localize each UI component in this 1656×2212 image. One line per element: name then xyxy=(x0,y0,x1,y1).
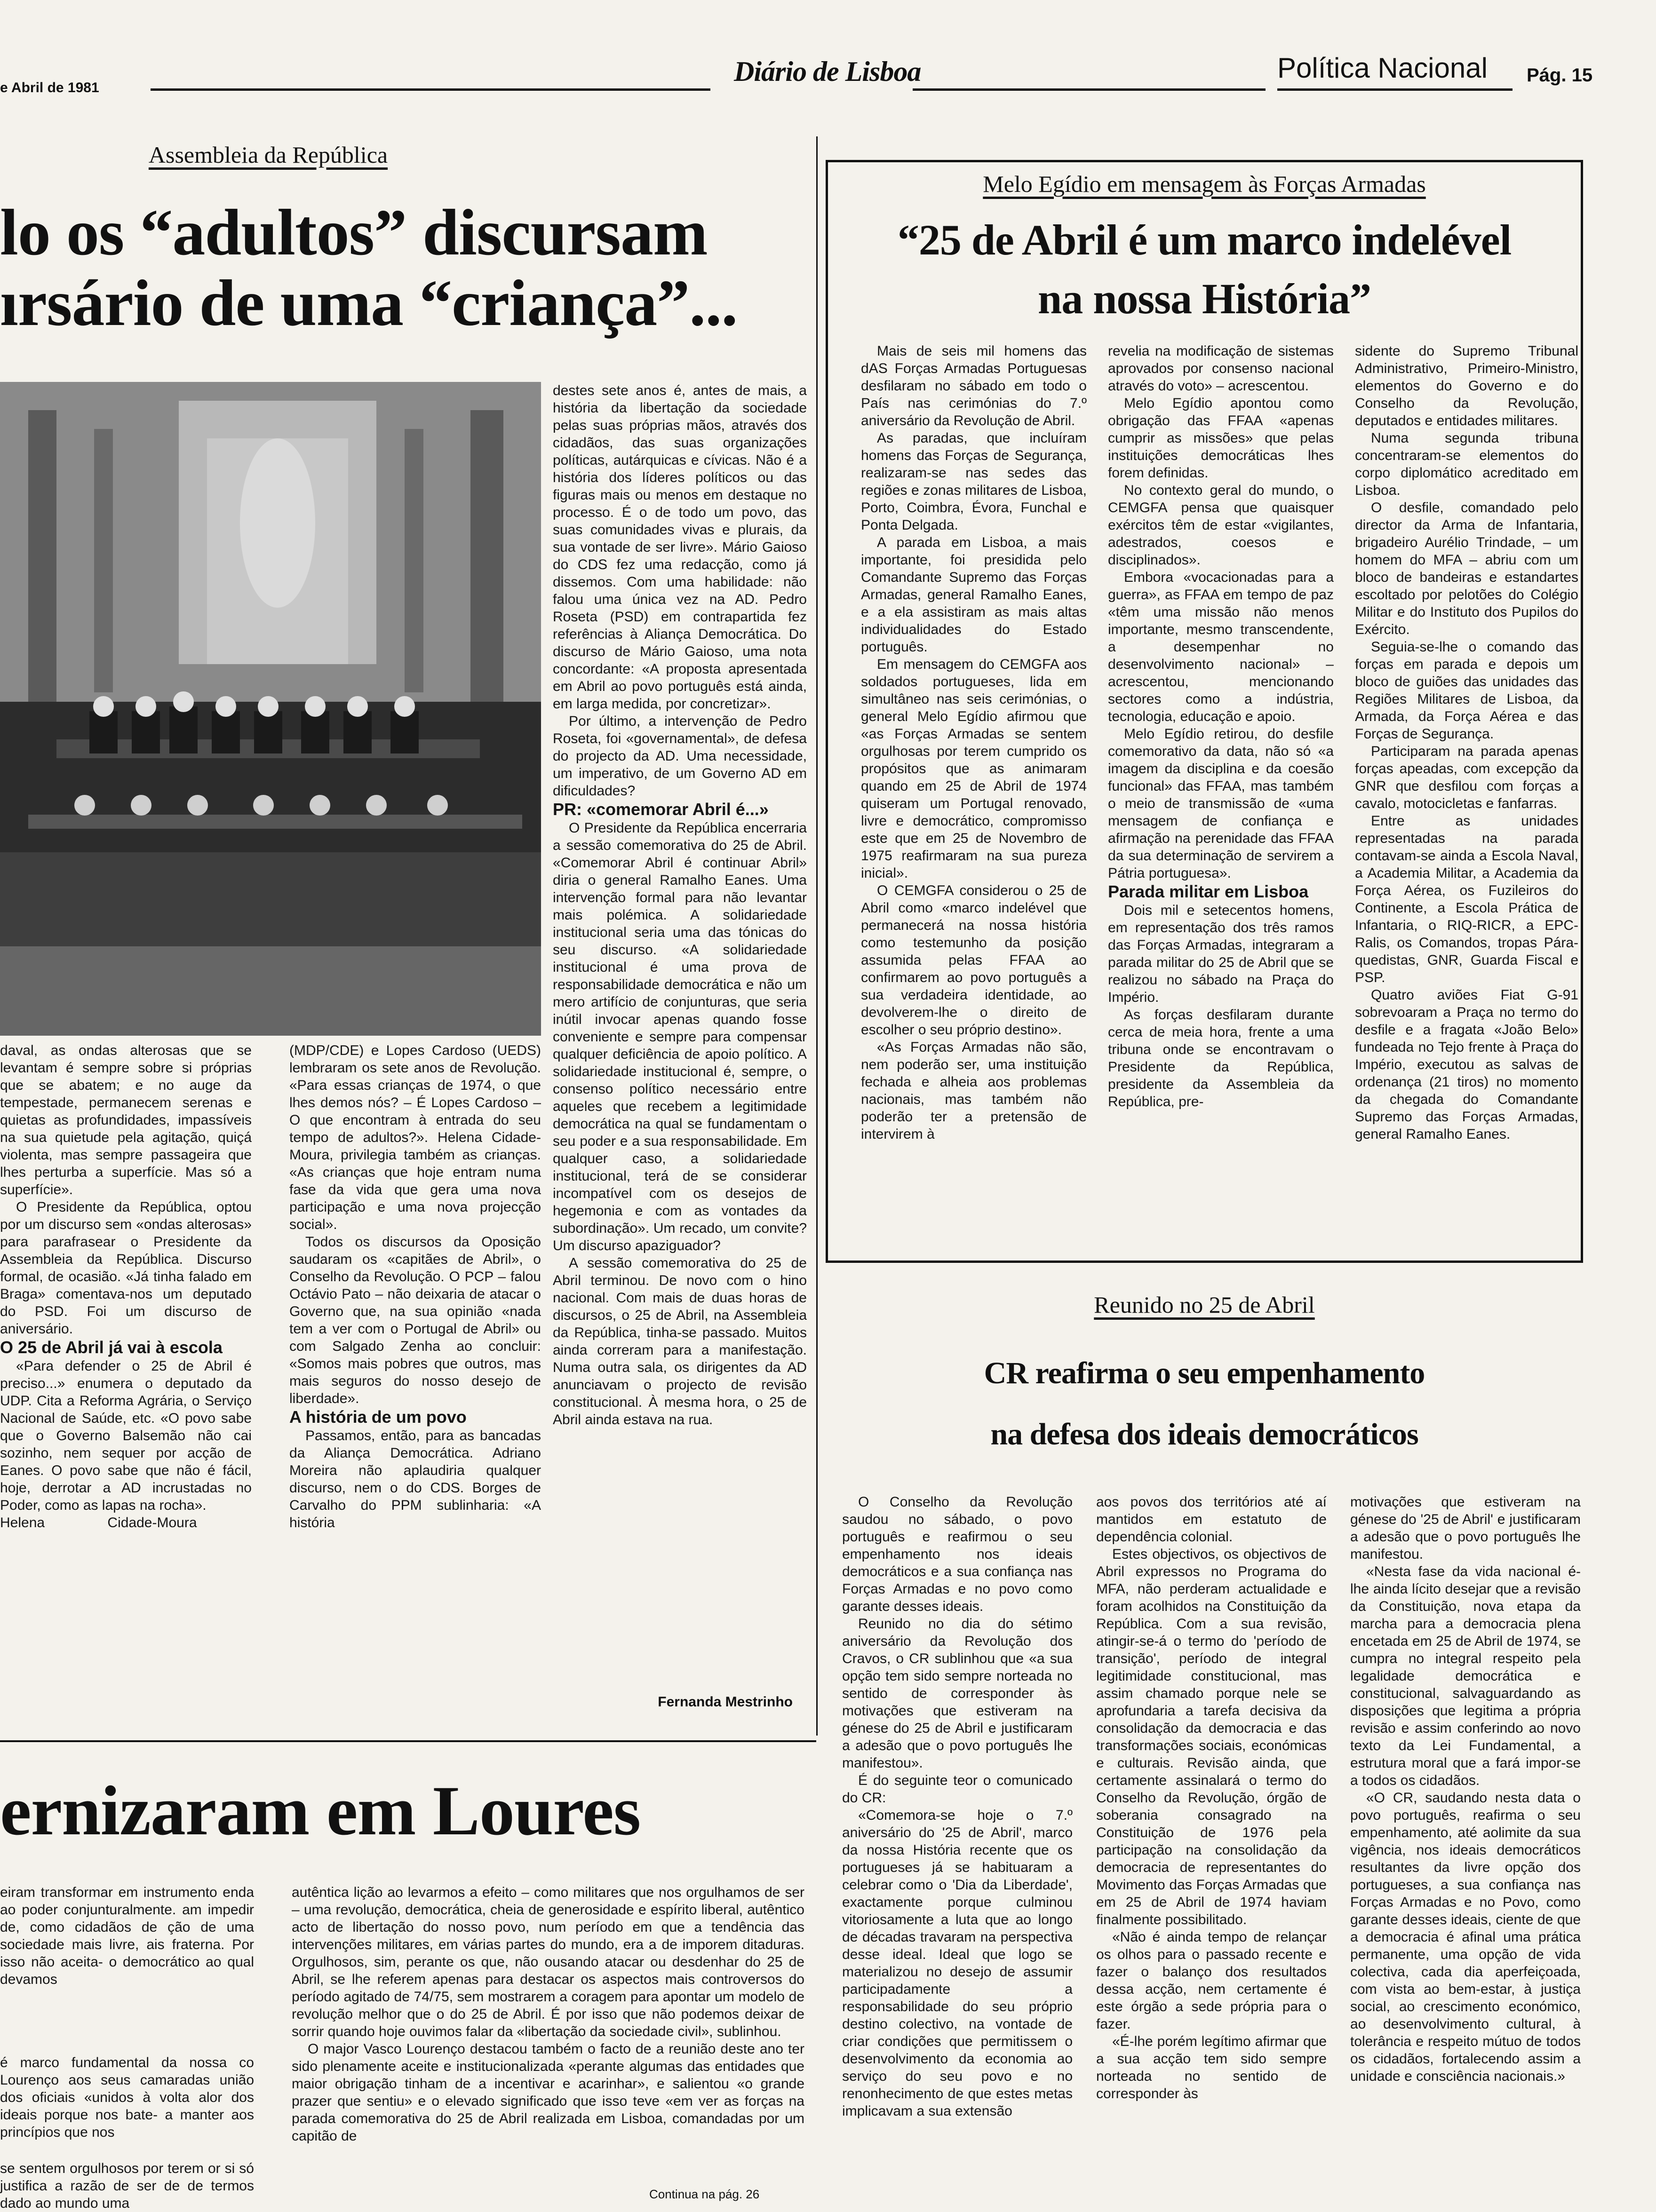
paragraph: «Nesta fase da vida nacional é-lhe ainda lícito desejar que a revisão da Constituição, nova etapa da marcha para a democracia plena encetada em 25 de Abril de 1974, se cumpra no integral respeito pela legalidade democrática e constitucional, salvaguardando as disposições que legitima a própria revisão e assim conferindo ao novo texto da Lei Fundamental, a estrutura moral que a fará impor-se a todos os cidadãos. xyxy=(1350,1564,1581,1788)
paragraph: Participaram na parada apenas forças apeadas, com excepção da GNR que desfilou com forças a cavalo, motocicletas e fanfarras. xyxy=(1355,744,1578,811)
author-credit: Helena Cidade-Moura xyxy=(0,1515,197,1530)
paragraph: «O CR, saudando nesta data o povo português, reafirma o seu empenhamento, até aolimite da sua vigência, nos ideais democráticos resultantes da livre opção dos portugueses, a sua confiança nas Forças Armadas e no Povo, como garante desses ideais, ciente de que a democracia é afinal uma prática permanente, uma opção de vida colectiva, cada dia aperfeiçoada, com vista ao bem-estar, à justiça social, ao crescimento económico, ao desenvolvimento cultural, à tolerância e respeito mútuo de todos os cidadãos, fortalecendo assim a unidade e consciência nacionais.» xyxy=(1350,1790,1581,2084)
bottom-left-column-1 xyxy=(0,1884,254,2211)
paragraph: Reunido no dia do sétimo aniversário da Revolução dos Cravos, o CR sublinhou que «a sua opção tem sido sempre norteada no sentido de corresponder às motivações que estiveram na génese do 25 de Abril e justificaram a adesão que o povo português lhe manifestou». xyxy=(842,1616,1073,1771)
paragraph: Seguia-se-lhe o comando das forças em parada e depois um bloco de guiões das unidades das Regiões Militares de Lisboa, da Armada, da Força Aérea e das Forças de Segurança. xyxy=(1355,639,1578,742)
subheading: PR: «comemorar Abril é...» xyxy=(553,800,769,819)
left-article-column-1 xyxy=(0,1042,252,1710)
mid-right-article-headline-2: na defesa dos ideais democráticos xyxy=(990,1417,1418,1451)
mid-right-column-3 xyxy=(1350,1493,1581,2204)
parliament-photo xyxy=(0,382,541,1036)
mid-right-article-headline-1: CR reafirma o seu empenhamento xyxy=(984,1356,1425,1390)
bottom-left-column-2 xyxy=(292,1884,804,2178)
paragraph: Todos os discursos da Oposição saudaram os «capitães de Abril», o Conselho da Revolução. O PCP – falou Octávio Pato – não deixaria de atacar o Governo que, na sua opinião «nada tem a ver com o Portugal de Abril» ou com Salgado Zenha ao concluir: «Somos mais pobres que outros, mas mais seguros do nosso desejo de liberdade». xyxy=(289,1234,541,1406)
paragraph: «As Forças Armadas não são, nem poderão ser, uma instituição fechada e alheia aos problemas nacionais, mas também não poderão ter a pretensão de intervirem à xyxy=(861,1039,1087,1142)
mid-right-column-1 xyxy=(842,1493,1073,2204)
mid-right-article-kicker: Reunido no 25 de Abril xyxy=(1094,1292,1315,1318)
left-article-kicker: Assembleia da República xyxy=(148,142,388,168)
paragraph: As forças desfilaram durante cerca de meia hora, frente a uma tribuna onde se encontravam o Presidente da República, presidente da Assembleia da República, pre- xyxy=(1108,1007,1334,1110)
paragraph: Em mensagem do CEMGFA aos soldados portugueses, lida em simultâneo nas seis cerimónias, o general Melo Egídio afirmou que «as Forças Armadas se sentem orgulhosas por terem cumprido os propósitos que as animaram quando em 25 de Abril de 1974 quiseram um Portugal renovado, livre e democrático, compromisso este que em 25 de Novembro de 1975 reafirmaram na sua pureza inicial». xyxy=(861,657,1087,881)
paragraph: As paradas, que incluíram homens das Forças de Segurança, realizaram-se nas sedes das regiões e zonas militares de Lisboa, Porto, Coimbra, Évora, Funchal e Ponta Delgada. xyxy=(861,430,1087,533)
paragraph: É do seguinte teor o comunicado do CR: xyxy=(842,1773,1073,1806)
paragraph: Quatro aviões Fiat G-91 sobrevoaram a Praça no termo do desfile e a fragata «João Belo» fundeada no Tejo frente à Praça do Império, executou as salvas de ordenança (21 tiros) no momento da chegada do Comandante Supremo das Forças Armadas, general Ramalho Eanes. xyxy=(1355,987,1578,1142)
parliament-photo-illustration xyxy=(0,382,541,1036)
paragraph: sidente do Supremo Tribunal Administrativo, Primeiro-Ministro, elementos do Governo e do Conselho da Revolução, deputados e entidades militares. xyxy=(1355,343,1578,428)
issue-date: e Abril de 1981 xyxy=(0,80,99,95)
top-right-column-3 xyxy=(1355,342,1578,1236)
subheading: Parada militar em Lisboa xyxy=(1108,882,1309,901)
top-right-column-2 xyxy=(1108,342,1334,1236)
paragraph: «Para defender o 25 de Abril é preciso...» enumera o deputado da UDP. Cita a Reforma Agrária, o Serviço Nacional de Saúde, etc. «O povo sabe que o Governo Balsemão não cai sozinho, nem sequer por acção de Eanes. O povo sabe que não é fácil, hoje, derrotar a AD incrustadas no Poder, como as lapas na rocha». xyxy=(0,1358,252,1513)
paragraph: No contexto geral do mundo, o CEMGFA pensa que quaisquer exércitos têm de estar «vigilantes, adestrados, coesos e disciplinados». xyxy=(1108,483,1334,568)
paragraph: O CEMGFA considerou o 25 de Abril como «marco indelével que permanecerá na nossa história como testemunho da posição assumida pelas FFAA ao confirmarem ao povo português a sua verdadeira identidade, ao devolverem-lhe o direito de escolher o seu próprio destino». xyxy=(861,883,1087,1038)
paragraph: motivações que estiveram na génese do '25 de Abril' e justificaram a adesão que o povo português lhe manifestou. xyxy=(1350,1494,1581,1562)
paragraph: Passamos, então, para as bancadas da Aliança Democrática. Adriano Moreira não aplaudiria qualquer discurso, nem o do CDS. Borges de Carvalho do PPM sublinharia: «A história xyxy=(289,1428,541,1530)
paragraph: «É-lhe porém legítimo afirmar que a sua acção tem sido sempre norteada no sentido de corresponder às xyxy=(1096,2034,1327,2101)
vertical-separator xyxy=(816,136,818,1736)
paragraph: «Comemora-se hoje o 7.º aniversário do '25 de Abril', marco da nossa História recente que os portugueses já se habituaram a celebrar como o 'Dia da Liberdade', exactamente porque culminou vitoriosamente a luta que ao longo de décadas travaram na perspectiva desse ideal. Ideal que logo se materializou no desejo de assumir participadamente a responsabilidade do seu próprio destino colectivo, na vontade de criar condições que permitissem o desenvolvimento da economia ao serviço do seu povo e no renonhecimento de que estes metas implicavam a sua extensão xyxy=(842,1808,1073,2119)
paragraph: daval, as ondas alterosas que se levantam é sempre sobre si próprias que se abatem; e no auge da tempestade, permanecem serenas e quietas as profundidades, impassíveis na sua quietude pela agitação, quiçá violenta, mas sempre passageira que lhes perturba a superfície. Mas só a superfície». xyxy=(0,1043,252,1197)
paragraph: é marco fundamental da nossa co Lourenço aos seus camaradas união dos oficiais «unidos à volta alor dos ideais porque nos bate- a manter aos princípios que nos xyxy=(0,2055,254,2140)
paragraph: Mais de seis mil homens das dAS Forças Armadas Portuguesas desfilaram no sábado em todo o País nas cerimónias do 7.º aniversário da Revolução de Abril. xyxy=(861,343,1087,428)
paragraph: O Conselho da Revolução saudou no sábado, o povo português e reafirmou o seu empenhamento nos ideais democráticos e a sua confiança nas Forças Armadas e no povo como garante desses ideais. xyxy=(842,1494,1073,1614)
bottom-left-article-headline: ernizaram em Loures xyxy=(0,1772,641,1850)
paragraph: Por último, a intervenção de Pedro Roseta, foi «governamental», de defesa do projecto da AD. Uma necessidade, um imperativo, de um Governo AD em dificuldades? xyxy=(553,714,807,799)
top-right-article-kicker: Melo Egídio em mensagem às Forças Armadas xyxy=(983,171,1426,197)
paragraph: Dois mil e setecentos homens, em representação dos três ramos das Forças Armadas, integraram a parada militar do 25 de Abril que se realizou no sábado na Praça do Império. xyxy=(1108,903,1334,1005)
header-rule-left xyxy=(151,88,710,91)
masthead-logo: Diário de Lisboa xyxy=(734,56,921,87)
paragraph: aos povos dos territórios até aí mantidos em estatuto de dependência colonial. xyxy=(1096,1494,1327,1545)
left-article-column-2 xyxy=(289,1042,541,1710)
paragraph: O Presidente da República encerraria a sessão comemorativa do 25 de Abril. «Comemorar Abril é continuar Abril» diria o general Ramalho Eanes. Uma intervenção formal para não levantar mais polémica. A solidariedade institucional seria uma das tónicas do seu discurso. «A solidariedade institucional é uma prova de responsabilidade democrática e não um mero artifício de conjunturas, que seria inútil invocar apenas quando fosse conveniente e sempre para compensar qualquer deficiência de apoio político. A solidariedade institucional é, sempre, o consenso político necessário entre aqueles que recebem a legitimidade democrática na qual se fundamentam o seu poder e a sua responsabilidade. Em qualquer caso, a solidariedade institucional, terá de se considerar incompatível com os desejos de hegemonia e com as vontades da subordinação». Um recado, um convite? Um discurso apaziguador? xyxy=(553,820,807,1253)
header-rule-right xyxy=(913,88,1266,91)
mid-right-column-2 xyxy=(1096,1493,1327,2204)
paragraph: autêntica lição ao levarmos a efeito – como militares que nos orgulhamos de ser – uma revolução, democrática, cheia de generosidade e espírito liberal, autêntico acto de libertação do nosso povo, num período em que a tendência das intervenções militares, em várias partes do mundo, era a de imporem ditaduras. Orgulhosos, sim, perante os que, não ousando atacar ou desdenhar do 25 de Abril, se lhe referem apenas para destacar os aspectos mais controversos do período agitado de 74/75, sem mostrarem a coragem para apontar um modelo de revolução melhor que o do 25 de Abril. É por isso que não podemos deixar de sorrir quando hoje ouvimos falar da «libertação da sociedade civil», sublinhou. xyxy=(292,1885,804,2039)
section-title: Política Nacional xyxy=(1277,52,1488,84)
paragraph: Estes objectivos, os objectivos de Abril expressos no Programa do MFA, não perderam actualidade e foram acolhidos na Constituição da República. Com a sua revisão, atingir-se-á o termo do 'período de transição', período de integral legitimidade constitucional, mas assim chamado porque nele se aprofundaria a tarefa decisiva da consolidação da democracia e das transformações sociais, económicas e culturais. Revisão ainda, que certamente assinalará o termo do Conselho da Revolução, órgão de soberania consagrado na Constituição de 1976 pela participação na consolidação da democracia de representantes do Movimento das Forças Armadas que em 25 de Abril de 1974 haviam finalmente possibilitado. xyxy=(1096,1546,1327,1927)
paragraph: O desfile, comandado pelo director da Arma de Infantaria, brigadeiro Aurélio Trindade, – um homem do MFA – abriu com um bloco de bandeiras e estandartes escoltado por pelotões do Colégio Militar e do Instituto dos Pupilos do Exército. xyxy=(1355,500,1578,637)
top-right-column-1 xyxy=(861,342,1087,1236)
paragraph: destes sete anos é, antes de mais, a história da libertação da sociedade pelas suas próprias mãos, através dos cidadãos, das suas organizações políticas, autárquicas e cívicas. Não é a história dos líderes políticos ou das figuras mais ou menos em destaque no processo. É o de todo um povo, das suas comunidades vivas e plurais, da sua vontade de ser livre». Mário Gaioso do CDS fez uma redacção, como já dissemos. Com uma habilidade: não falou uma única vez na AD. Pedro Roseta (PSD) em contrapartida fez referências à Aliança Democrática. Do discurso de Mário Gaioso, uma nota concordante: «A proposta apresentada em Abril ao povo português está ainda, em larga medida, por concretizar». xyxy=(553,383,807,712)
paragraph: Melo Egídio apontou como obrigação das FFAA «apenas cumprir as missões» que pelas instituições democráticas lhes forem definidas. xyxy=(1108,396,1334,481)
paragraph: O major Vasco Lourenço destacou também o facto de a reunião deste ano ter sido plenamente aceite e institucionalizada «perante algumas das entidades que maior obrigação tinham de a incentivar e acarinhar», e salientou «o grande prazer que sentiu» e o elevado significado que isso teve «em ver as forças na parada comemorativa do 25 de Abril realizada em Lisboa, comandadas por um capitão de xyxy=(292,2041,804,2144)
left-article-headline-2: ırsário de uma “criança”... xyxy=(0,267,738,340)
continued-note: Continua na pág. 26 xyxy=(649,2187,760,2201)
left-article-byline: Fernanda Mestrinho xyxy=(658,1694,793,1710)
section-underline xyxy=(1277,88,1513,91)
paragraph: revelia na modificação de sistemas aprovados por consenso nacional através do voto» – acrescentou. xyxy=(1108,343,1334,394)
paragraph: Melo Egídio retirou, do desfile comemorativo da data, não só «a imagem da disciplina e da coesão funcional» das FFAA, mas também o meio de transmissão de «uma mensagem de confiança e afirmação na perenidade das FFAA da sua determinação de servirem a Pátria portuguesa». xyxy=(1108,726,1334,881)
paragraph: se sentem orgulhosos por terem or si só justifica a razão de ser de de termos dado ao mundo uma xyxy=(0,2161,254,2211)
paragraph: (MDP/CDE) e Lopes Cardoso (UEDS) lembraram os sete anos de Revolução. «Para essas crianças de 1974, o que lhes demos nós? – É Lopes Cardoso – O que encontram à entrada do seu tempo de adultos?». Helena Cidade-Moura, privilegia também as crianças. «As crianças que hoje entram numa fase da vida que gera uma nova participação e uma nova projecção social». xyxy=(289,1043,541,1232)
paragraph: A parada em Lisboa, a mais importante, foi presidida pelo Comandante Supremo das Forças Armadas, general Ramalho Eanes, e a ela assistiram as mais altas individualidades do Estado português. xyxy=(861,535,1087,655)
subheading: O 25 de Abril já vai à escola xyxy=(0,1338,223,1357)
paragraph: «Não é ainda tempo de relançar os olhos para o passado recente e fazer o balanço dos resultados dessa acção, nem certamente é este órgão a sede própria para o fazer. xyxy=(1096,1929,1327,2032)
top-right-article-headline-2: na nossa História” xyxy=(1038,275,1371,323)
top-right-article-headline-1: “25 de Abril é um marco indelével xyxy=(897,216,1512,264)
paragraph: O Presidente da República, optou por um discurso sem «ondas alterosas» para parafrasear o Presidente da Assembleia da República. Discurso formal, de ocasião. «Já tinha falado em Braga» comentava-nos um deputado do PSD. Foi um discurso de aniversário. xyxy=(0,1199,252,1337)
horizontal-separator xyxy=(0,1740,816,1742)
paragraph: Numa segunda tribuna concentraram-se elementos do corpo diplomático acreditado em Lisboa. xyxy=(1355,430,1578,498)
page-number: Pág. 15 xyxy=(1527,65,1593,86)
left-article-column-3 xyxy=(553,382,807,1685)
paragraph: eiram transformar em instrumento enda ao poder conjunturalmente. am impedir de, como cidadãos de ção de uma sociedade mais livre, ais fraterna. Por isso não aceita- o democrático ao qual devamos xyxy=(0,1885,254,1987)
subheading: A história de um povo xyxy=(289,1407,467,1427)
paragraph: Embora «vocacionadas para a guerra», as FFAA em tempo de paz «têm uma missão não menos importante, mesmo transcendente, a desempenhar no desenvolvimento nacional» – acrescentou, mencionando sectores como a indústria, tecnologia, educação e apoio. xyxy=(1108,570,1334,724)
paragraph: A sessão comemorativa do 25 de Abril terminou. De novo com o hino nacional. Com mais de duas horas de discursos, o 25 de Abril, na Assembleia da República, tinha-se passado. Muitos ainda correram para a manifestação. Numa outra sala, os dirigentes da AD anunciavam o projecto de revisão constitucional. À mesma hora, o 25 de Abril ainda estava na rua. xyxy=(553,1255,807,1427)
left-article-headline-1: lo os “adultos” discursam xyxy=(0,196,708,269)
paragraph: Entre as unidades representadas na parada contavam-se ainda a Escola Naval, a Academia Militar, a Academia da Força Aérea, os Fuzileiros do Continente, a Escola Prática de Infantaria, o RIQ-RICR, a EPC-Ralis, os Comandos, tropas Pára-quedistas, GNR, Guarda Fiscal e PSP. xyxy=(1355,813,1578,985)
